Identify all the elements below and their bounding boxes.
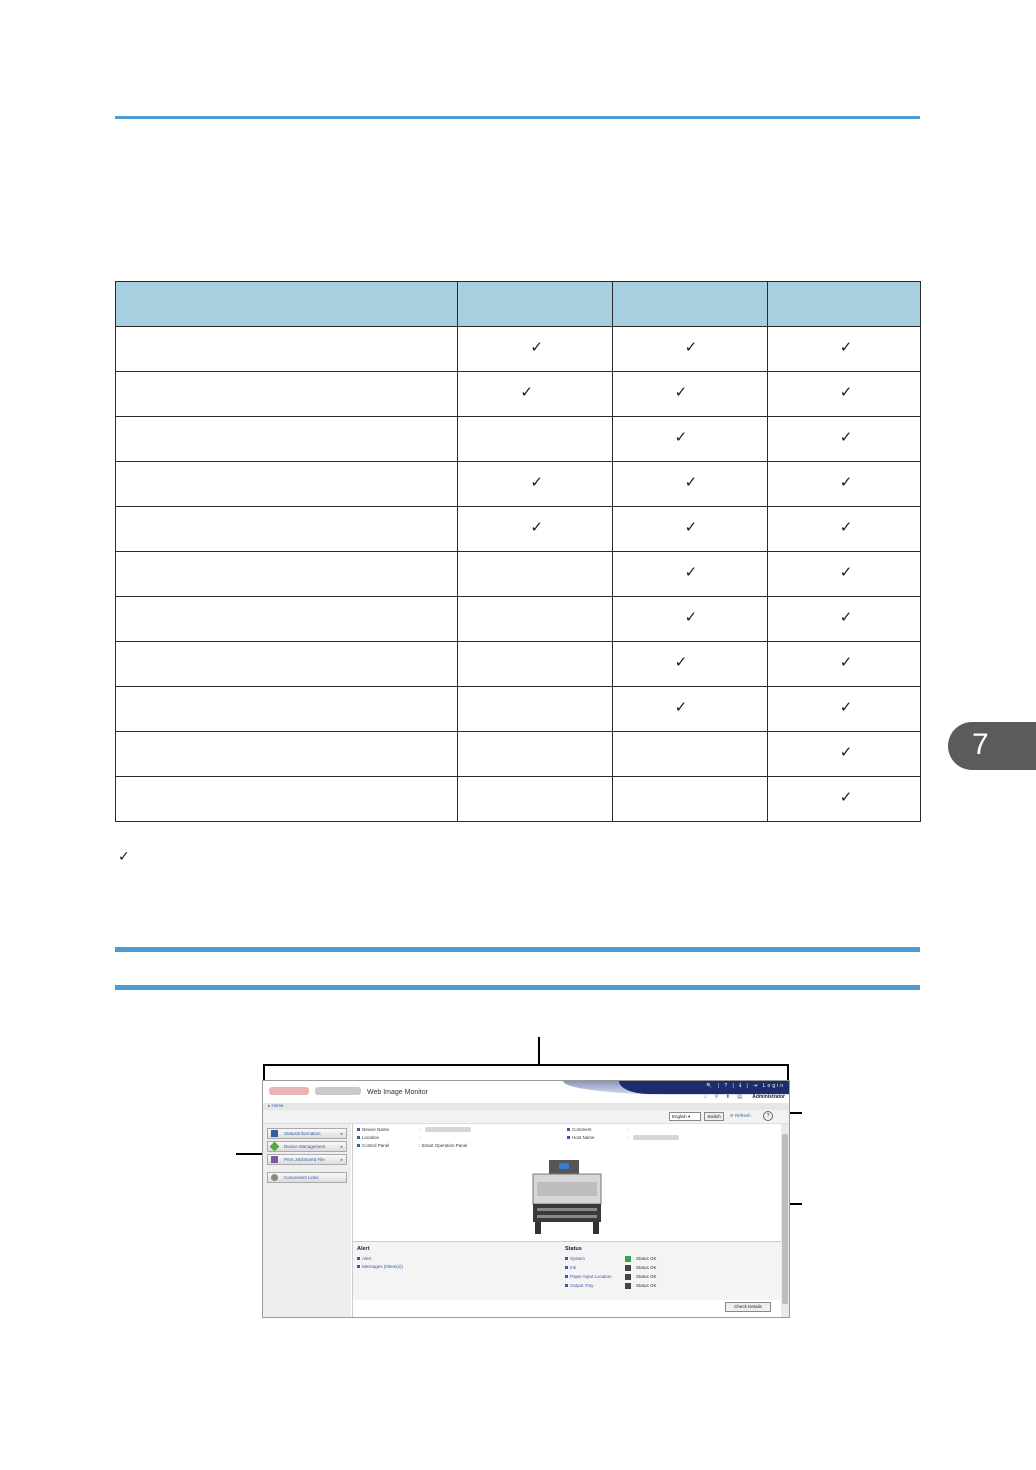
toolbar xyxy=(263,1110,789,1124)
status-value: Status OK xyxy=(636,1283,657,1288)
status-icon xyxy=(625,1265,631,1271)
table-cell xyxy=(767,597,920,642)
table-cell xyxy=(767,732,920,777)
table-cell xyxy=(458,417,612,462)
menu-status-information[interactable]: Status/Information ▸ xyxy=(267,1128,347,1139)
table-row xyxy=(116,597,921,642)
status-value: Status OK xyxy=(636,1256,657,1261)
model-name xyxy=(315,1087,361,1095)
login-link[interactable]: Login xyxy=(762,1083,785,1089)
permissions-table xyxy=(115,281,921,822)
table-header-cell xyxy=(612,282,767,327)
status-link[interactable]: System xyxy=(565,1256,585,1261)
table-cell xyxy=(116,552,458,597)
table-cell xyxy=(612,552,767,597)
check-icon: ✓ xyxy=(530,339,543,356)
check-icon: ✓ xyxy=(684,339,698,356)
sidebar xyxy=(263,1124,351,1317)
menu-print-job[interactable]: Print Job/Stored File ▸ xyxy=(267,1154,347,1165)
table-cell xyxy=(612,597,767,642)
top-rule xyxy=(115,116,920,119)
legend-check-icon: ✓ xyxy=(118,848,130,864)
breadcrumb xyxy=(263,1103,789,1110)
table-row xyxy=(116,642,921,687)
table-cell xyxy=(458,777,612,822)
section-rule xyxy=(115,947,920,952)
table-cell xyxy=(612,372,767,417)
info-row: Host Name xyxy=(567,1135,595,1140)
status-link[interactable]: Ink xyxy=(565,1265,576,1270)
check-icon: ✓ xyxy=(674,654,688,671)
switch-button[interactable]: Switch xyxy=(704,1112,724,1121)
messages-link[interactable]: Messages (0item(s)) xyxy=(357,1264,403,1269)
check-icon: ✓ xyxy=(839,609,853,626)
redacted-value xyxy=(633,1135,679,1140)
table-cell xyxy=(458,597,612,642)
table-row xyxy=(116,552,921,597)
table-cell xyxy=(116,597,458,642)
check-icon: ✓ xyxy=(839,654,853,671)
table-cell xyxy=(458,642,612,687)
table-cell xyxy=(458,732,612,777)
table-cell xyxy=(767,687,920,732)
help-icon[interactable]: ? xyxy=(763,1111,773,1121)
table-cell xyxy=(116,462,458,507)
info-value: : Smart Operation Panel xyxy=(419,1143,468,1148)
check-icon: ✓ xyxy=(674,384,688,401)
check-icon: ✓ xyxy=(684,609,698,626)
callout-line-1 xyxy=(538,1037,540,1065)
table-cell xyxy=(458,327,612,372)
document-icon xyxy=(271,1156,278,1163)
chapter-number: 7 xyxy=(972,728,989,761)
check-icon: ✓ xyxy=(530,474,543,491)
table-cell xyxy=(767,462,920,507)
table-cell xyxy=(767,777,920,822)
table-cell xyxy=(767,417,920,462)
table-cell xyxy=(612,462,767,507)
alert-link[interactable]: Alert xyxy=(357,1256,371,1261)
table-cell xyxy=(767,507,920,552)
table-row xyxy=(116,777,921,822)
table-cell xyxy=(612,642,767,687)
check-icon: ✓ xyxy=(674,429,688,446)
table-cell xyxy=(116,372,458,417)
check-icon: ✓ xyxy=(684,519,698,536)
web-image-monitor-screenshot xyxy=(262,1080,790,1318)
info-icon xyxy=(271,1130,278,1137)
table-cell xyxy=(116,417,458,462)
info-value: : xyxy=(627,1135,629,1140)
table-cell xyxy=(612,732,767,777)
info-row: Device Name xyxy=(357,1127,389,1132)
check-icon: ✓ xyxy=(530,519,543,536)
info-row: Location xyxy=(357,1135,379,1140)
alert-status-panel xyxy=(353,1241,781,1300)
link-icon xyxy=(271,1174,278,1181)
check-icon: ✓ xyxy=(839,429,853,446)
device-icon xyxy=(270,1142,280,1152)
check-icon: ✓ xyxy=(839,789,853,806)
check-icon: ✓ xyxy=(839,519,853,536)
user-icons[interactable]: ⌂ ⚲ ⬆ ▤ xyxy=(704,1094,745,1100)
table-cell xyxy=(116,687,458,732)
scrollbar[interactable] xyxy=(781,1124,789,1317)
status-link[interactable]: Paper Input Location xyxy=(565,1274,612,1279)
user-label: Administrator xyxy=(752,1094,785,1100)
table-cell xyxy=(458,372,612,417)
scrollbar-thumb[interactable] xyxy=(782,1134,788,1304)
check-details-button[interactable]: Check Details xyxy=(725,1302,771,1312)
check-icon: ✓ xyxy=(839,699,853,716)
alert-heading: Alert xyxy=(357,1246,370,1252)
check-icon: ✓ xyxy=(839,339,853,356)
table-header-row xyxy=(116,282,921,327)
menu-device-management[interactable]: Device Management ▸ xyxy=(267,1141,347,1152)
table-cell xyxy=(612,687,767,732)
table-row xyxy=(116,687,921,732)
status-heading: Status xyxy=(565,1246,582,1252)
table-cell xyxy=(116,777,458,822)
table-header-cell xyxy=(767,282,920,327)
printer-image xyxy=(529,1160,605,1236)
table-cell xyxy=(767,642,920,687)
table-cell xyxy=(458,552,612,597)
table-cell xyxy=(458,462,612,507)
chapter-tab xyxy=(948,722,1036,770)
info-value: : xyxy=(419,1135,421,1140)
table-cell xyxy=(116,327,458,372)
info-value: : xyxy=(419,1127,421,1132)
table-row xyxy=(116,507,921,552)
menu-convenient-links[interactable]: Convenient Links xyxy=(267,1172,347,1183)
check-icon: ✓ xyxy=(839,384,853,401)
table-cell xyxy=(767,552,920,597)
table-cell xyxy=(612,417,767,462)
table-row xyxy=(116,732,921,777)
check-icon: ✓ xyxy=(839,564,853,581)
status-icon xyxy=(625,1274,631,1280)
table-row xyxy=(116,372,921,417)
table-row xyxy=(116,327,921,372)
check-icon: ✓ xyxy=(674,699,688,716)
table-cell xyxy=(458,687,612,732)
table-cell xyxy=(612,327,767,372)
check-icon: ✓ xyxy=(839,744,853,761)
language-select[interactable]: English ▾ xyxy=(669,1112,701,1121)
header-icons[interactable]: 🔍 | ? | ℹ | ⇥ Login xyxy=(706,1083,785,1089)
check-icon: ✓ xyxy=(684,474,698,491)
table-cell xyxy=(612,507,767,552)
check-icon: ✓ xyxy=(684,564,698,581)
table-cell xyxy=(767,327,920,372)
table-cell xyxy=(612,777,767,822)
table-header-cell xyxy=(116,282,458,327)
table-cell xyxy=(116,642,458,687)
logo xyxy=(269,1087,309,1095)
table-cell xyxy=(458,507,612,552)
section-rule-2 xyxy=(115,985,920,990)
info-value: : xyxy=(627,1127,629,1132)
status-icon xyxy=(625,1256,631,1262)
table-row xyxy=(116,417,921,462)
breadcrumb-home[interactable]: ▸ Home xyxy=(268,1103,284,1108)
app-title: Web Image Monitor xyxy=(367,1089,428,1096)
info-row: Comment xyxy=(567,1127,592,1132)
table-cell xyxy=(767,372,920,417)
main-area xyxy=(352,1124,781,1317)
status-value: Status OK xyxy=(636,1274,657,1279)
redacted-value xyxy=(425,1127,471,1132)
callout-line-2 xyxy=(236,1153,264,1155)
info-row: Control Panel xyxy=(357,1143,389,1148)
table-header-cell xyxy=(458,282,612,327)
screenshot-header xyxy=(263,1081,789,1103)
refresh-button[interactable]: ⟳ Refresh xyxy=(730,1113,751,1118)
table-row xyxy=(116,462,921,507)
status-link[interactable]: Output Tray xyxy=(565,1283,594,1288)
table-cell xyxy=(116,732,458,777)
check-icon: ✓ xyxy=(520,384,533,401)
status-value: Status OK xyxy=(636,1265,657,1270)
table-cell xyxy=(116,507,458,552)
check-icon: ✓ xyxy=(839,474,853,491)
status-icon xyxy=(625,1283,631,1289)
